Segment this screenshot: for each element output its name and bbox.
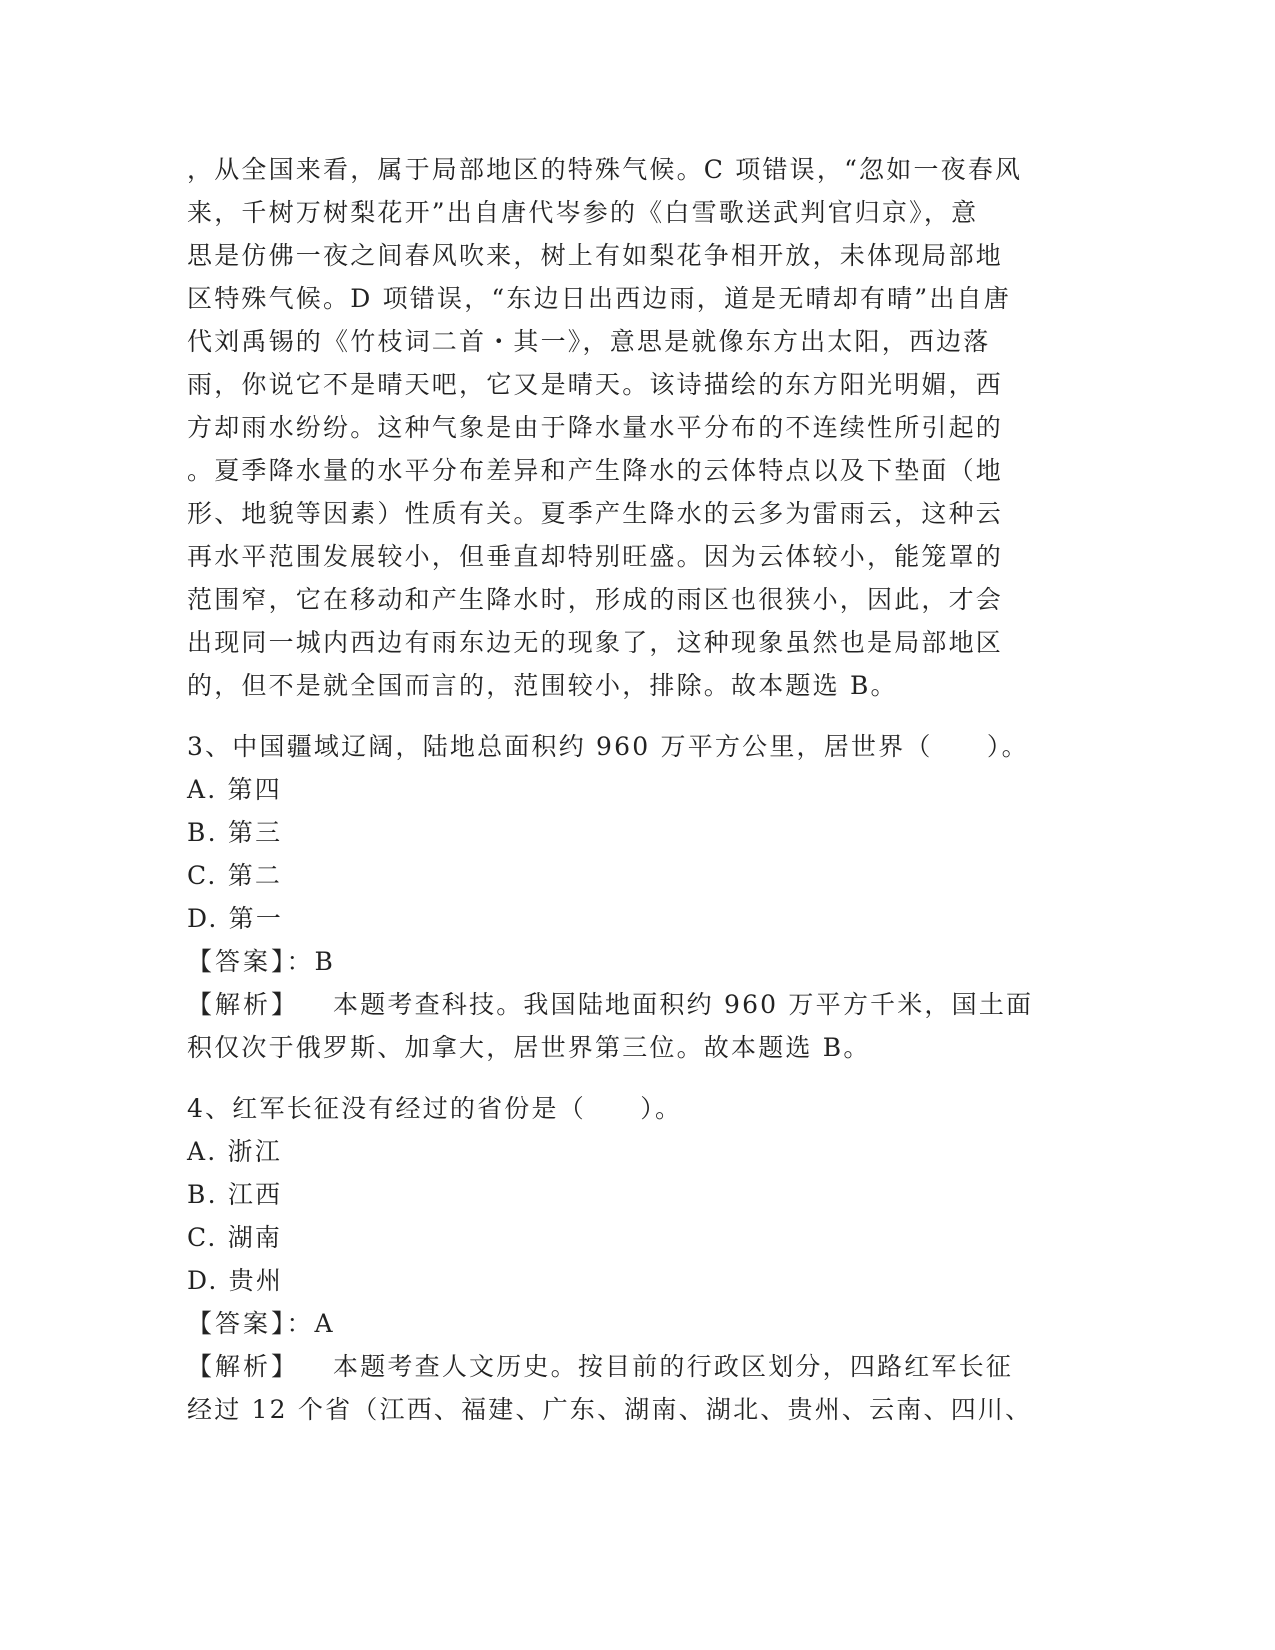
text-line: 来，千树万树梨花开”出自唐代岑参的《白雪歌送武判官归京》，意 [187,198,979,227]
text-line: 范围窄，它在移动和产生降水时，形成的雨区也很狭小，因此，才会 [187,585,1004,614]
text-line: 。夏季降水量的水平分布差异和产生降水的云体特点以及下垫面（地 [187,456,1004,485]
text-line: 形、地貌等因素）性质有关。夏季产生降水的云多为雷雨云，这种云 [187,499,1004,528]
text-line: 再水平范围发展较小，但垂直却特别旺盛。因为云体较小，能笼罩的 [187,542,1004,571]
text-line: 代刘禹锡的《竹枝词二首・其一》，意思是就像东方出太阳，西边落 [187,327,991,356]
option-b: B. 第三 [187,818,283,847]
question-stem: 3、中国疆域辽阔，陆地总面积约 960 万平方公里，居世界（ ）。 [187,732,1029,761]
explanation-continued [187,148,1092,707]
answer-label: 【答案】： [187,1309,315,1338]
analysis-label: 【解析】 [187,990,300,1019]
text-line: 方却雨水纷纷。这种气象是由于降水量水平分布的不连续性所引起的 [187,413,1004,442]
analysis-text: 本题考查人文历史。按目前的行政区划分，四路红军长征 [333,1352,1014,1381]
analysis-line: 积仅次于俄罗斯、加拿大，居世界第三位。故本题选 B。 [187,1033,871,1062]
text-line: 的，但不是就全国而言的，范围较小，排除。故本题选 B。 [187,671,898,700]
option-a: A. 第四 [187,775,282,804]
analysis-line [187,1345,1092,1388]
text-line: 区特殊气候。D 项错误，“东边日出西边雨，道是无晴却有晴”出自唐 [187,284,1011,313]
answer-line [187,1302,1092,1345]
analysis-line [187,983,1092,1026]
text-line: 思是仿佛一夜之间春风吹来，树上有如梨花争相开放，未体现局部地 [187,241,1004,270]
option-d: D. 贵州 [187,1266,284,1295]
text-line: 出现同一城内西边有雨东边无的现象了，这种现象虽然也是局部地区 [187,628,1004,657]
option-a: A. 浙江 [187,1137,282,1166]
answer-value: B [314,947,336,976]
option-c: C. 湖南 [187,1223,283,1252]
analysis-text: 本题考查科技。我国陆地面积约 960 万平方千米，国土面 [333,990,1034,1019]
option-d: D. 第一 [187,904,284,933]
question-3 [187,725,1092,1069]
document-page [187,148,1092,1431]
analysis-label: 【解析】 [187,1352,300,1381]
question-stem: 4、红军长征没有经过的省份是（ ）。 [187,1094,683,1123]
option-b: B. 江西 [187,1180,283,1209]
text-line: 雨，你说它不是晴天吧，它又是晴天。该诗描绘的东方阳光明媚，西 [187,370,1004,399]
answer-line [187,940,1092,983]
text-line: ，从全国来看，属于局部地区的特殊气候。C 项错误，“忽如一夜春风 [187,155,1023,184]
option-c: C. 第二 [187,861,283,890]
question-4 [187,1087,1092,1431]
answer-label: 【答案】： [187,947,315,976]
answer-value: A [314,1309,335,1338]
analysis-line: 经过 12 个省（江西、福建、广东、湖南、湖北、贵州、云南、四川、 [187,1395,1033,1424]
